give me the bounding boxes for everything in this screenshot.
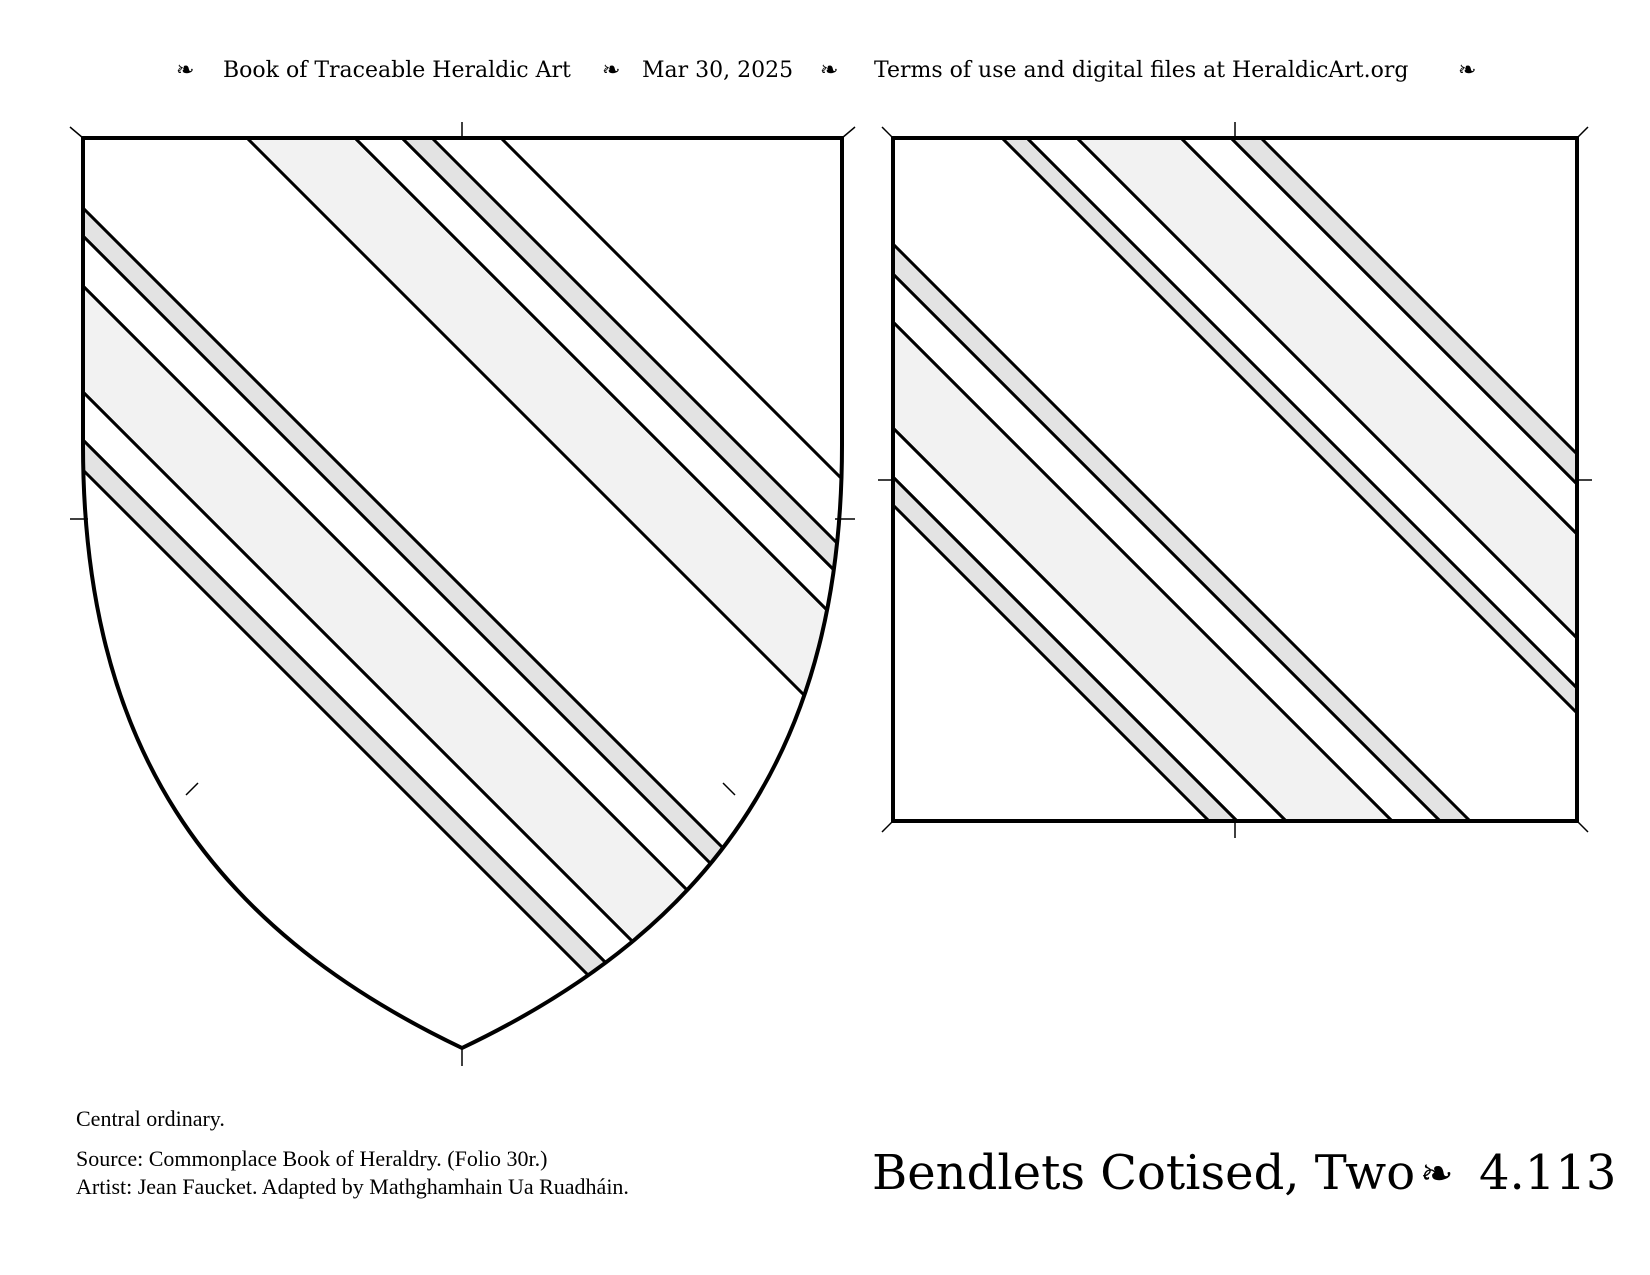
fleuron-icon: ❧ <box>1420 1151 1454 1197</box>
book-title: Book of Traceable Heraldic Art <box>223 58 571 83</box>
plate-title <box>872 1145 1617 1215</box>
artist-note: Artist: Jean Faucket. Adapted by Mathghamhain Ua Ruadháin. <box>76 1174 629 1199</box>
terms-link[interactable]: Terms of use and digital files at HeraldicArt.org <box>874 58 1409 83</box>
fleuron-icon: ❧ <box>176 58 195 83</box>
plate-number: 4.113 <box>1479 1145 1617 1201</box>
source-note: Source: Commonplace Book of Heraldry. (Folio 30r.) <box>76 1146 548 1171</box>
square-emblem <box>878 122 1650 1205</box>
fleuron-icon: ❧ <box>602 58 621 83</box>
source-notes <box>76 1105 836 1201</box>
print-date: Mar 30, 2025 <box>642 58 794 83</box>
fleuron-icon: ❧ <box>820 58 839 83</box>
fleuron-icon: ❧ <box>1458 58 1477 83</box>
category-note: Central ordinary. <box>76 1106 225 1131</box>
charge-name: Bendlets Cotised, Two <box>872 1145 1416 1201</box>
